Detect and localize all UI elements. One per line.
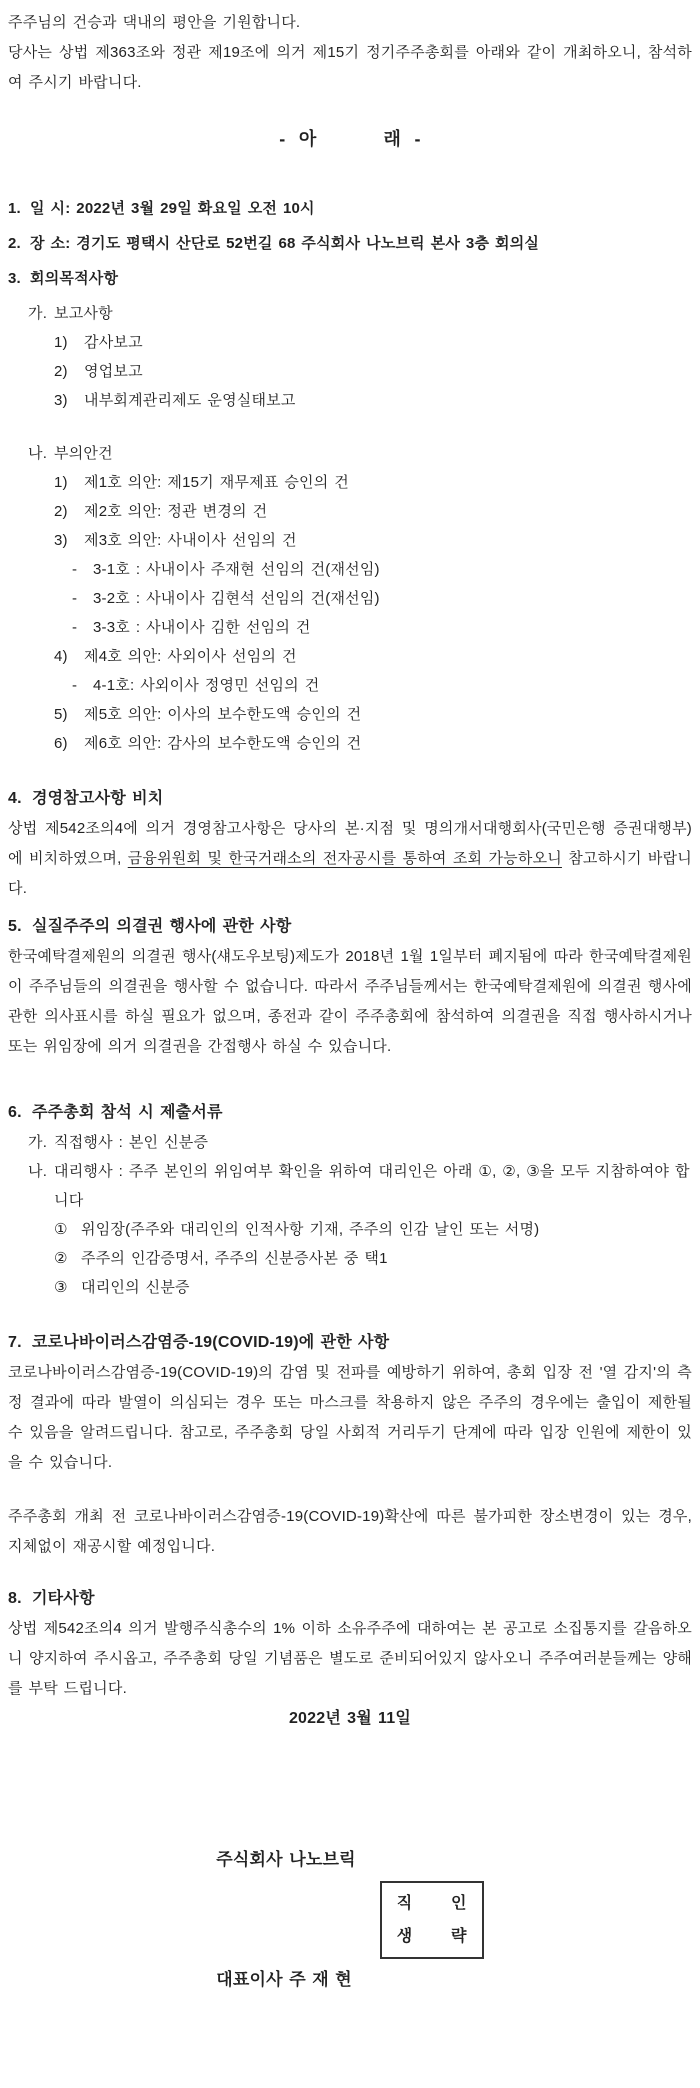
item-text: 제3호 의안: 사내이사 선임의 건 <box>84 532 297 549</box>
circled-number: ③ <box>54 1279 68 1296</box>
item-number: 1) <box>54 334 68 351</box>
item-number: 5) <box>54 706 68 723</box>
item-number: 2) <box>54 363 68 380</box>
greeting-line: 주주님의 건승과 댁내의 평안을 기원합니다. <box>8 14 301 31</box>
item-number: 1. <box>8 200 21 217</box>
circled-number: ② <box>54 1250 68 1267</box>
item-text: 감사보고 <box>84 334 143 351</box>
publication-date: 2022년 3월 11일 <box>288 1710 412 1727</box>
dash-marker: - <box>72 590 78 607</box>
section6-heading <box>0 1098 700 1128</box>
item-number: 3) <box>54 392 68 409</box>
list-item-purpose <box>0 264 700 293</box>
item-number: 4) <box>54 648 68 665</box>
dash-marker: - <box>72 561 78 578</box>
ceo-name: 대표이사 주 재 현 <box>216 1970 352 1989</box>
signature-text <box>216 1760 355 2080</box>
list-item-datetime <box>0 194 700 223</box>
circled-number: ① <box>54 1221 68 1238</box>
section7-body1: 코로나바이러스감염증-19(COVID-19)의 감염 및 전파를 예방하기 위하여, 총회 입장 전 '열 감지'의 측정 결과에 따라 발열이 의심되는 경우 또는 마스크를 착용하지 않은 주주의 경우에는 출입이 제한될 수 있음을 알려드립니다. 참고로, 주주총회 당일 사회적 거리두기 단계에 따라 입장 인원에 제한이 있을 수 있습니다. <box>8 1364 692 1471</box>
item-text: 위임장(주주와 대리인의 인적사항 기재, 주주의 인감 날인 또는 서명) <box>81 1221 540 1238</box>
item-number: 3) <box>54 532 68 549</box>
item-text: 3-2호 : 사내이사 김현석 선임의 건(재선임) <box>93 590 380 607</box>
item-number: 6) <box>54 735 68 752</box>
section-number: 6. <box>8 1104 22 1121</box>
item-number: 2. <box>8 235 21 252</box>
agenda-item <box>0 468 700 497</box>
seal-row <box>382 1891 482 1917</box>
proxy-doc-item <box>0 1215 700 1244</box>
item-text: 3-1호 : 사내이사 주재현 선임의 건(재선임) <box>93 561 380 578</box>
dash-marker: - <box>72 619 78 636</box>
agenda-sub-item <box>0 671 700 700</box>
item-text: 주주의 인감증명서, 주주의 신분증사본 중 택1 <box>81 1250 388 1267</box>
direct-exercise-item <box>0 1128 700 1157</box>
section-title: 기타사항 <box>32 1590 95 1607</box>
underlined-text: 금융위원회 및 한국거래소의 전자공시를 통하여 조회 가능하오니 <box>127 850 562 867</box>
section4-body <box>0 814 700 904</box>
agenda-sub-item <box>0 555 700 584</box>
section-number: 5. <box>8 918 22 935</box>
item-text: 대리인의 신분증 <box>81 1279 190 1296</box>
section8-body: 상법 제542조의4 의거 발행주식총수의 1% 이하 소유주주에 대하여는 본 공고로 소집통지를 갈음하오니 양지하여 주시옵고, 주주총회 당일 기념품은 별도로 준비되어있지 않사오니 주주여러분들께는 양해를 부탁 드립니다. <box>8 1620 692 1697</box>
section7-heading <box>0 1328 700 1358</box>
agenda-item <box>0 642 700 671</box>
seal-char: 생 <box>396 1927 413 1945</box>
item-text: 제4호 의안: 사외이사 선임의 건 <box>84 648 297 665</box>
item-text: 3-3호 : 사내이사 김한 선임의 건 <box>93 619 311 636</box>
item-number: 가. <box>28 1134 48 1151</box>
company-name: 주식회사 나노브릭 <box>216 1850 356 1869</box>
item-text: 부의안건 <box>54 445 113 462</box>
dash-marker: - <box>72 677 78 694</box>
section-title: 코로나바이러스감염증-19(COVID-19)에 관한 사항 <box>32 1334 390 1351</box>
section-number: 7. <box>8 1334 22 1351</box>
agenda-section-label <box>0 439 700 468</box>
agenda-sub-item <box>0 613 700 642</box>
section-title: 실질주주의 의결권 행사에 관한 사항 <box>32 918 292 935</box>
section4-heading <box>0 784 700 814</box>
proxy-doc-item <box>0 1244 700 1273</box>
seal-char: 직 <box>396 1894 413 1912</box>
seal-char: 인 <box>451 1894 467 1912</box>
item-text: 제5호 의안: 이사의 보수한도액 승인의 건 <box>84 706 362 723</box>
item-text: 대리행사 : 주주 본인의 위임여부 확인을 위하여 대리인은 아래 ①, ②, ③을 모두 지참하여야 합니다 <box>54 1163 690 1209</box>
item-text: 회의목적사항 <box>30 270 119 287</box>
body-text: 상법 제542조의4에 의거 경영참고사항은 당사의 본·지점 및 명의개서대행회사(국민은행 증권대행부)에 비치하였으며, <box>8 820 692 867</box>
item-text: 영업보고 <box>84 363 143 380</box>
report-item <box>0 386 700 415</box>
section-title: 주주총회 참석 시 제출서류 <box>32 1104 223 1121</box>
section5-heading <box>0 912 700 942</box>
intro-paragraph: 당사는 상법 제363조와 정관 제19조에 의거 제15기 정기주주총회를 아래와 같이 개최하오니, 참석하여 주시기 바랍니다. <box>8 44 692 91</box>
notice-list <box>0 194 700 758</box>
section-number: 4. <box>8 790 22 807</box>
item-text: 직접행사 : 본인 신분증 <box>54 1134 209 1151</box>
list-item-place <box>0 229 700 258</box>
agenda-item <box>0 526 700 555</box>
item-number: 나. <box>28 445 48 462</box>
section8-heading <box>0 1584 700 1614</box>
section5-body: 한국예탁결제원의 의결권 행사(섀도우보팅)제도가 2018년 1월 1일부터 폐지됨에 따라 한국예탁결제원이 주주님들의 의결권을 행사할 수 없습니다. 따라서 주주님들께서는 한국예탁결제원에 의결권 행사에 관한 의사표시를 하실 필요가 없으며, 종전과 같이 주주총회에 참석하여 의결권을 직접 행사하시거나 또는 위임장에 의거 의결권을 간접행사 하실 수 있습니다. <box>8 948 692 1055</box>
item-text: 제1호 의안: 제15기 재무제표 승인의 건 <box>84 474 349 491</box>
item-number: 나. <box>28 1163 48 1180</box>
below-header: - 아 래 - <box>279 129 421 149</box>
item-number: 1) <box>54 474 68 491</box>
item-text: 제6호 의안: 감사의 보수한도액 승인의 건 <box>84 735 362 752</box>
item-text: 보고사항 <box>54 305 113 322</box>
agenda-item <box>0 729 700 758</box>
report-item <box>0 328 700 357</box>
item-number: 가. <box>28 305 48 322</box>
item-text: 장 소: 경기도 평택시 산단로 52번길 68 주식회사 나노브릭 본사 3층 회의실 <box>30 235 540 252</box>
agenda-item <box>0 497 700 526</box>
document-footer <box>0 1704 700 2088</box>
signature-block <box>0 1760 700 2080</box>
section7-body2: 주주총회 개최 전 코로나바이러스감염증-19(COVID-19)확산에 따른 불가피한 장소변경이 있는 경우, 지체없이 재공시할 예정입니다. <box>8 1508 692 1555</box>
item-number: 2) <box>54 503 68 520</box>
report-section-label <box>0 299 700 328</box>
section-number: 8. <box>8 1590 22 1607</box>
item-text: 4-1호: 사외이사 정영민 선임의 건 <box>93 677 320 694</box>
item-text: 제2호 의안: 정관 변경의 건 <box>84 503 268 520</box>
body-text: 참고하시기 바랍니다. <box>8 850 692 897</box>
agenda-item <box>0 700 700 729</box>
seal-omitted-box <box>380 1881 484 1959</box>
seal-row <box>382 1924 482 1950</box>
proxy-exercise-item <box>0 1157 700 1215</box>
item-text: 일 시: 2022년 3월 29일 화요일 오전 10시 <box>30 200 315 217</box>
proxy-doc-item <box>0 1273 700 1302</box>
agenda-sub-item <box>0 584 700 613</box>
item-text: 내부회계관리제도 운영실태보고 <box>84 392 296 409</box>
seal-char: 략 <box>451 1927 467 1945</box>
item-number: 3. <box>8 270 21 287</box>
section-title: 경영참고사항 비치 <box>32 790 164 807</box>
report-item <box>0 357 700 386</box>
